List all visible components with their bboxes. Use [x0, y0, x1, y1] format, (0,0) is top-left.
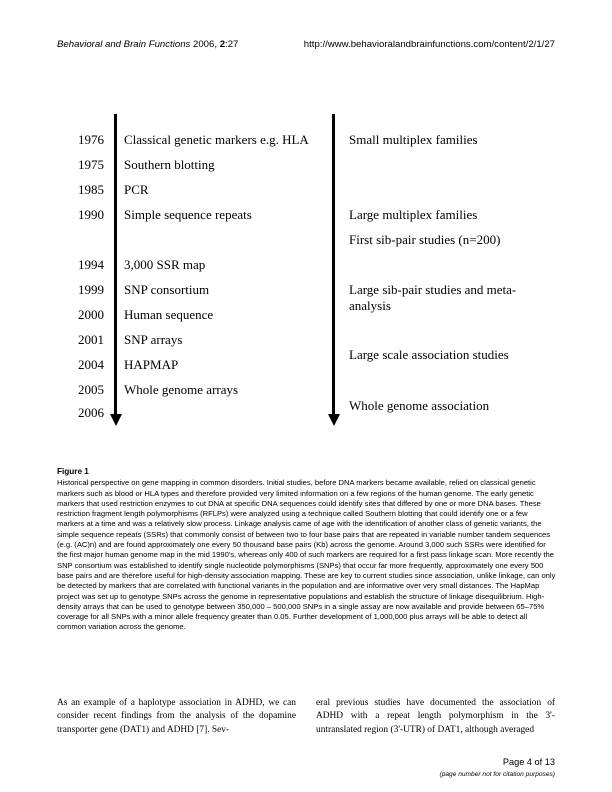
timeline-event: Human sequence: [124, 307, 214, 322]
study-design-label: Large sib-pair studies and meta-analysis: [349, 282, 517, 313]
timeline-event: PCR: [124, 182, 149, 197]
body-column-right: [316, 697, 555, 737]
timeline-year: 2004: [78, 357, 104, 372]
body-paragraph: eral previous studies have documented the association of ADHD with a repeat length polymorphism in the 3'-untranslated region (3'-UTR) of DAT1, although averaged: [316, 698, 555, 735]
study-design-label: Large scale association studies: [349, 347, 509, 362]
timeline-event: 3,000 SSR map: [124, 257, 206, 272]
timeline-event: Whole genome arrays: [124, 382, 239, 397]
journal-volume: 2: [219, 39, 226, 50]
timeline-year: 2005: [78, 382, 104, 397]
timeline-year: 1999: [78, 282, 104, 297]
timeline-arrowhead-right: [328, 414, 340, 426]
timeline-year: 1976: [78, 132, 104, 147]
journal-year: 2006,: [193, 39, 218, 50]
figure-caption-text: Historical perspective on gene mapping in common disorders. Initial studies, before DNA markers became available, relied on classical genetic markers such as blood or HLA types and therefore provided very limited information on a few regions of the human genome. The early genetic markers that used restriction enzymes to cut DNA at specific DNA sequences could identify sites that differed by one or more DNA bases. These restriction fragment length polymorphisms (RFLPs) were analyzed using a technique called Southern blotting that could identify one or a few markers at a time and was a relatively slow process. Linkage analysis came of age with the identification of another class of genetic variants, the simple sequence repeats (SSRs) that commonly consist of between two to four base pairs that are repeated in variable number tandem sequences (e.g. (AC)n) and are found approximately one every 50 thousand base pairs (Kb) across the genome. Around 3,000 such SSRs were identified for the first major human genome map in the mid 1990's, whereas only 400 of such markers are required for a first pass linkage scan. More recently the SNP consortium was established to identify single nucleotide polymorphisms (SNPs) that occur far more frequently, approximately one every 500 base pairs and are therefore useful for high-density association mapping. These are key to current studies since association, unlike linkage, can only be detected by markers that are correlated with functional variants in the population and are informative over very small distances. The HapMap project was set up to genotype SNPs across the genome in representative populations and establish the structure of linkage disequilibrium. High-density arrays that can be used to genotype between 350,000 – 500,000 SNPs in a single assay are now available and provide between 65–75% coverage for all SNPs with a minor allele frequency greater than 0.05. Further development of 1,000,000 plus arrays will be able to detect all common variation across the genome.: [57, 478, 556, 632]
timeline-year: 2006: [78, 405, 104, 420]
body-paragraph: As an example of a haplotype association in ADHD, we can consider recent findings from the analysis of the dopamine transporter gene (DAT1) and ADHD [7]. Sev-: [57, 698, 296, 735]
timeline-event: Southern blotting: [124, 157, 215, 172]
timeline-year: 1994: [78, 257, 104, 272]
journal-name: Behavioral and Brain Functions: [57, 39, 191, 50]
timeline-event: Classical genetic markers e.g. HLA: [124, 132, 309, 147]
timeline-year: 1975: [78, 157, 104, 172]
timeline-event: SNP consortium: [124, 282, 210, 297]
timeline-year: 2000: [78, 307, 104, 322]
timeline-event: HAPMAP: [124, 357, 179, 372]
timeline-axis-left: [114, 114, 117, 416]
figure-caption: [57, 467, 557, 633]
body-column-left: [57, 697, 296, 737]
study-design-label: Small multiplex families: [349, 132, 478, 147]
timeline-year: 1990: [78, 207, 104, 222]
page-number: Page 4 of 13: [502, 757, 555, 767]
study-design-label: First sib-pair studies (n=200): [349, 232, 501, 247]
timeline-arrowhead-left: [110, 414, 122, 426]
article-number: :27: [225, 39, 239, 50]
timeline-event: Simple sequence repeats: [124, 207, 252, 222]
page-number-note: (page number not for citation purposes): [439, 771, 555, 778]
study-design-label: Large multiplex families: [349, 207, 478, 222]
running-header-url[interactable]: http://www.behavioralandbrainfunctions.com/content/2/1/27: [303, 39, 555, 50]
figure-caption-title: Figure 1: [57, 467, 89, 476]
timeline-event: SNP arrays: [124, 332, 183, 347]
study-design-label: Whole genome association: [349, 398, 490, 413]
timeline-year: 1985: [78, 182, 104, 197]
timeline-year: 2001: [78, 332, 104, 347]
timeline-axis-right: [332, 114, 335, 416]
